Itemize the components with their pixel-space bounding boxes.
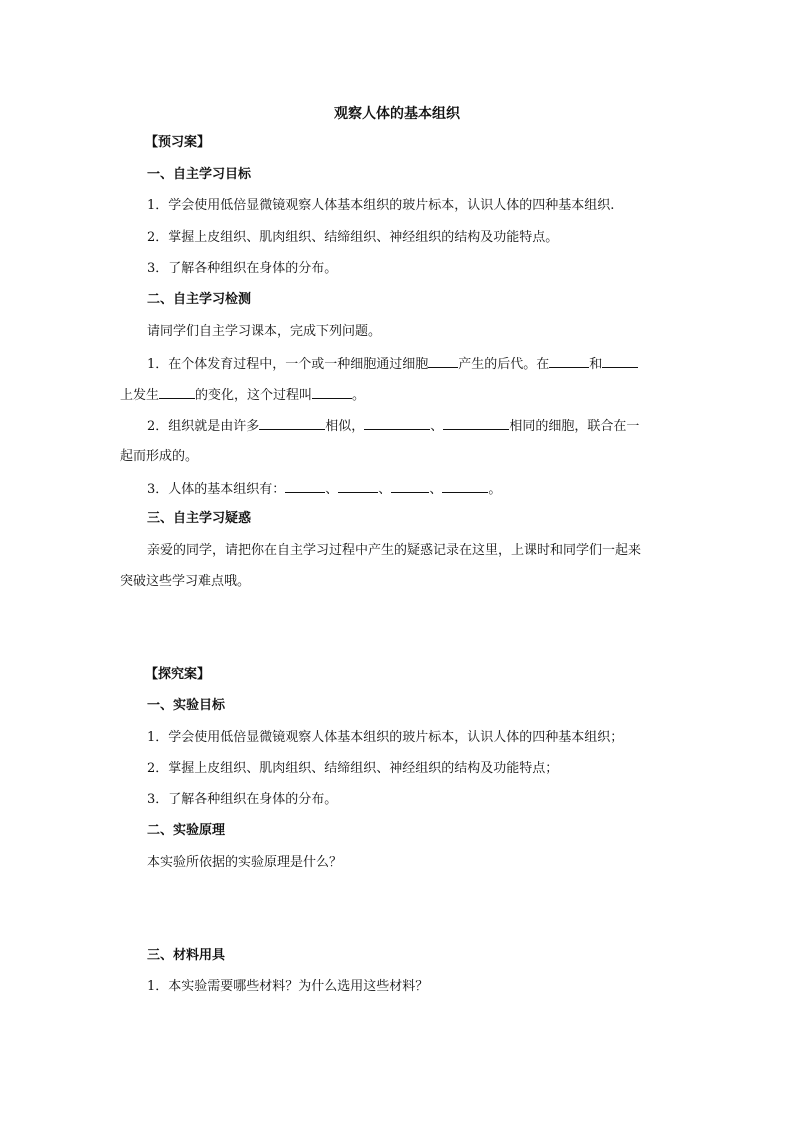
question-1-line-2	[120, 385, 365, 405]
q2-text-d: 相同的细胞，联合在一	[509, 419, 640, 434]
q1-text-e: 的变化，这个过程叫	[195, 388, 313, 403]
question-2-line-1	[147, 416, 639, 436]
q3-text-a: 3．人体的基本组织有：	[147, 482, 286, 497]
explore-goal-1: 1．学会使用低倍显微镜观察人体基本组织的玻片标本，认识人体的四种基本组织；	[147, 730, 624, 745]
fill-blank[interactable]	[442, 479, 488, 493]
fill-blank[interactable]	[443, 416, 509, 430]
explore-section-3-title: 三、材料用具	[147, 948, 226, 963]
preview-header: 【预习案】	[145, 135, 211, 150]
fill-blank[interactable]	[428, 354, 458, 368]
fill-blank[interactable]	[602, 354, 638, 368]
document-title: 观察人体的基本组织	[334, 106, 460, 122]
question-3	[147, 479, 501, 499]
q3-sep-2: 、	[378, 482, 392, 497]
fill-blank[interactable]	[159, 385, 195, 399]
fill-blank[interactable]	[391, 479, 429, 493]
preview-doubt-line-1: 亲爱的同学，请把你在自主学习过程中产生的疑惑记录在这里，上课时和同学们一起来	[147, 543, 642, 558]
preview-doubt-line-2: 突破这些学习难点哦。	[120, 574, 251, 589]
preview-section-2-title: 二、自主学习检测	[147, 292, 252, 307]
q1-text-d: 上发生	[120, 388, 160, 403]
explore-section-1-title: 一、实验目标	[147, 698, 226, 713]
fill-blank[interactable]	[312, 385, 352, 399]
explore-goal-3: 3．了解各种组织在身体的分布。	[147, 792, 338, 807]
preview-section-3-title: 三、自主学习疑惑	[147, 511, 252, 526]
fill-blank[interactable]	[285, 479, 325, 493]
question-1-line-1	[147, 354, 638, 374]
q2-text-c: 、	[430, 419, 444, 434]
q3-sep-3: 、	[429, 482, 443, 497]
explore-goal-2: 2．掌握上皮组织、肌肉组织、结缔组织、神经组织的结构及功能特点；	[147, 761, 559, 776]
explore-header: 【探究案】	[145, 667, 211, 682]
q1-text-a: 1．在个体发育过程中，一个或一种细胞通过细胞	[147, 357, 429, 372]
explore-section-2-title: 二、实验原理	[147, 823, 226, 838]
fill-blank[interactable]	[259, 416, 325, 430]
fill-blank[interactable]	[338, 479, 378, 493]
q3-end: 。	[488, 482, 502, 497]
preview-goal-3: 3．了解各种组织在身体的分布。	[147, 261, 338, 276]
explore-material-question: 1．本实验需要哪些材料？为什么选用这些材料？	[147, 979, 429, 994]
fill-blank[interactable]	[364, 416, 430, 430]
q1-text-f: 。	[352, 388, 366, 403]
q1-text-b: 产生的后代。在	[458, 357, 550, 372]
q1-text-c: 和	[589, 357, 603, 372]
q2-text-a: 2．组织就是由许多	[147, 419, 260, 434]
q2-text-b: 相似，	[325, 419, 365, 434]
fill-blank[interactable]	[549, 354, 589, 368]
preview-section-1-title: 一、自主学习目标	[147, 167, 252, 182]
preview-goal-1: 1．学会使用低倍显微镜观察人体基本组织的玻片标本，认识人体的四种基本组织.	[147, 198, 615, 213]
question-2-line-2: 起而形成的。	[120, 449, 199, 464]
q3-sep-1: 、	[325, 482, 339, 497]
explore-principle-question: 本实验所依据的实验原理是什么？	[147, 855, 343, 870]
preview-intro: 请同学们自主学习课本，完成下列问题。	[147, 324, 382, 339]
preview-goal-2: 2．掌握上皮组织、肌肉组织、结缔组织、神经组织的结构及功能特点。	[147, 230, 559, 245]
